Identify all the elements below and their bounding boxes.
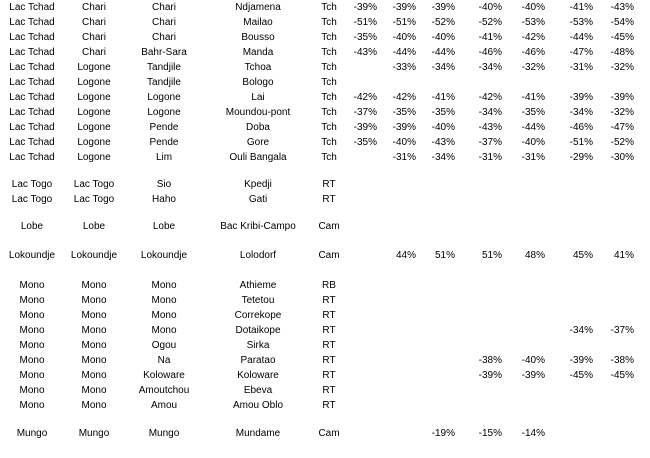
value-cell: -46% [478, 47, 502, 58]
basin-cell: Mono [19, 370, 45, 381]
basin-cell: Lac Tchad [9, 137, 55, 148]
country-cell: Tch [321, 77, 337, 88]
subbasin-cell: Mono [151, 280, 177, 291]
river-cell: Logone [77, 152, 111, 163]
country-cell: RT [322, 385, 336, 396]
station-cell: Moundou-pont [225, 107, 291, 118]
country-cell: Tch [321, 122, 337, 133]
subbasin-cell: Amou [150, 400, 178, 411]
country-cell: Cam [318, 221, 340, 232]
value-cell: -34% [478, 107, 502, 118]
table-row [0, 90, 650, 105]
value-cell: 45% [572, 250, 593, 261]
station-cell: Ebeva [243, 385, 273, 396]
subbasin-cell: Mono [151, 325, 177, 336]
station-cell: Tetetou [241, 295, 275, 306]
value-cell: -35% [353, 32, 377, 43]
value-cell: -19% [431, 428, 455, 439]
station-cell: Doba [246, 122, 270, 133]
station-cell: Mailao [243, 17, 273, 28]
river-cell: Logone [77, 107, 111, 118]
table-row [0, 426, 650, 441]
value-cell: -51% [392, 17, 416, 28]
subbasin-cell: Ogou [151, 340, 177, 351]
value-cell: -31% [478, 152, 502, 163]
value-cell: -44% [521, 122, 545, 133]
river-cell: Chari [82, 17, 106, 28]
table-row [0, 177, 650, 192]
table-row [0, 120, 650, 135]
value-cell: 44% [395, 250, 416, 261]
country-cell: RT [322, 179, 336, 190]
table-row [0, 15, 650, 30]
value-cell: -42% [392, 92, 416, 103]
station-cell: Ndjamena [235, 2, 281, 13]
table-row [0, 0, 650, 15]
value-cell: -31% [521, 152, 545, 163]
table-row [0, 368, 650, 383]
river-cell: Logone [77, 137, 111, 148]
value-cell: -43% [610, 2, 634, 13]
value-cell: -39% [353, 122, 377, 133]
subbasin-cell: Logone [147, 107, 181, 118]
value-cell: -37% [478, 137, 502, 148]
value-cell: -47% [569, 47, 593, 58]
river-cell: Chari [82, 2, 106, 13]
river-cell: Chari [82, 47, 106, 58]
value-cell: -34% [431, 152, 455, 163]
subbasin-cell: Amoutchou [138, 385, 190, 396]
station-cell: Bousso [241, 32, 275, 43]
value-cell: -40% [392, 137, 416, 148]
value-cell: -35% [521, 107, 545, 118]
country-cell: RT [322, 310, 336, 321]
value-cell: -41% [569, 2, 593, 13]
value-cell: -39% [569, 92, 593, 103]
station-cell: Manda [242, 47, 274, 58]
river-cell: Logone [77, 92, 111, 103]
subbasin-cell: Pende [149, 137, 179, 148]
value-cell: -38% [478, 355, 502, 366]
value-cell: -40% [521, 137, 545, 148]
value-cell: -37% [610, 325, 634, 336]
subbasin-cell: Na [157, 355, 171, 366]
table-row [0, 353, 650, 368]
value-cell: -39% [521, 370, 545, 381]
value-cell: -44% [569, 32, 593, 43]
value-cell: -40% [521, 2, 545, 13]
river-cell: Mono [81, 340, 107, 351]
country-cell: RT [322, 340, 336, 351]
basin-cell: Mono [19, 280, 45, 291]
value-cell: -39% [478, 370, 502, 381]
value-cell: -42% [521, 32, 545, 43]
river-cell: Lokoundje [70, 250, 118, 261]
country-cell: Tch [321, 47, 337, 58]
basin-cell: Lac Tchad [9, 62, 55, 73]
value-cell: -41% [431, 92, 455, 103]
subbasin-cell: Koloware [143, 370, 185, 381]
river-cell: Logone [77, 62, 111, 73]
country-cell: Tch [321, 32, 337, 43]
subbasin-cell: Sio [156, 179, 172, 190]
table-row [0, 30, 650, 45]
station-cell: Mundame [235, 428, 281, 439]
value-cell: -39% [569, 355, 593, 366]
subbasin-cell: Mono [151, 310, 177, 321]
country-cell: Tch [321, 152, 337, 163]
country-cell: RB [322, 280, 336, 291]
station-cell: Lai [251, 92, 265, 103]
basin-cell: Mono [19, 295, 45, 306]
station-cell: Bac Kribi-Campo [220, 221, 296, 232]
basin-cell: Lac Togo [11, 179, 53, 190]
basin-cell: Lokoundje [8, 250, 56, 261]
value-cell: -53% [521, 17, 545, 28]
basin-cell: Mono [19, 310, 45, 321]
station-cell: Dotaikope [235, 325, 281, 336]
basin-cell: Lac Tchad [9, 92, 55, 103]
value-cell: -45% [569, 370, 593, 381]
value-cell: -43% [353, 47, 377, 58]
value-cell: 51% [481, 250, 502, 261]
station-cell: Amou Oblo [232, 400, 284, 411]
basin-cell: Lac Tchad [9, 47, 55, 58]
river-cell: Lac Togo [73, 179, 115, 190]
station-cell: Correkope [234, 310, 282, 321]
value-cell: -45% [610, 32, 634, 43]
table-row [0, 308, 650, 323]
value-cell: -31% [569, 62, 593, 73]
value-cell: -52% [431, 17, 455, 28]
river-cell: Mono [81, 385, 107, 396]
basin-cell: Mono [19, 385, 45, 396]
table-row [0, 398, 650, 413]
value-cell: -34% [431, 62, 455, 73]
value-cell: -40% [392, 32, 416, 43]
value-cell: -34% [569, 107, 593, 118]
subbasin-cell: Lobe [152, 221, 176, 232]
value-cell: 51% [434, 250, 455, 261]
river-cell: Mono [81, 370, 107, 381]
value-cell: -37% [353, 107, 377, 118]
subbasin-cell: Lokoundje [140, 250, 188, 261]
table-row [0, 45, 650, 60]
basin-cell: Lac Togo [11, 194, 53, 205]
table-row [0, 219, 650, 234]
river-cell: Mono [81, 325, 107, 336]
station-cell: Kpedji [244, 179, 272, 190]
value-cell: -45% [610, 370, 634, 381]
country-cell: Cam [318, 428, 340, 439]
value-cell: -42% [478, 92, 502, 103]
basin-cell: Lobe [20, 221, 44, 232]
value-cell: -39% [353, 2, 377, 13]
country-cell: Tch [321, 2, 337, 13]
value-cell: -52% [610, 137, 634, 148]
value-cell: -46% [521, 47, 545, 58]
value-cell: -51% [353, 17, 377, 28]
table-row [0, 278, 650, 293]
subbasin-cell: Logone [147, 92, 181, 103]
value-cell: -32% [610, 62, 634, 73]
station-cell: Ouli Bangala [229, 152, 287, 163]
basin-cell: Lac Tchad [9, 152, 55, 163]
value-cell: -54% [610, 17, 634, 28]
country-cell: Tch [321, 92, 337, 103]
value-cell: -31% [392, 152, 416, 163]
basin-cell: Lac Tchad [9, 32, 55, 43]
value-cell: -32% [521, 62, 545, 73]
value-cell: -30% [610, 152, 634, 163]
value-cell: -15% [478, 428, 502, 439]
river-cell: Mono [81, 280, 107, 291]
table-row [0, 105, 650, 120]
river-cell: Lac Togo [73, 194, 115, 205]
country-cell: RT [322, 325, 336, 336]
value-cell: -46% [569, 122, 593, 133]
subbasin-cell: Chari [152, 2, 176, 13]
table-row [0, 383, 650, 398]
river-cell: Chari [82, 32, 106, 43]
station-cell: Athieme [239, 280, 277, 291]
station-cell: Lolodorf [239, 250, 277, 261]
value-cell: -40% [521, 355, 545, 366]
basin-cell: Mungo [16, 428, 48, 439]
table-row [0, 60, 650, 75]
basin-cell: Lac Tchad [9, 17, 55, 28]
value-cell: -40% [431, 122, 455, 133]
value-cell: -40% [478, 2, 502, 13]
value-cell: -43% [478, 122, 502, 133]
value-cell: -29% [569, 152, 593, 163]
value-cell: -35% [392, 107, 416, 118]
country-cell: RT [322, 194, 336, 205]
value-cell: -41% [521, 92, 545, 103]
basin-cell: Mono [19, 400, 45, 411]
value-cell: -39% [431, 2, 455, 13]
table-row [0, 75, 650, 90]
station-cell: Gore [246, 137, 270, 148]
value-cell: -48% [610, 47, 634, 58]
country-cell: Tch [321, 137, 337, 148]
table-row [0, 248, 650, 263]
river-cell: Mono [81, 295, 107, 306]
basin-cell: Mono [19, 325, 45, 336]
value-cell: -44% [392, 47, 416, 58]
value-cell: -14% [521, 428, 545, 439]
station-cell: Bologo [242, 77, 274, 88]
table-row [0, 192, 650, 207]
value-cell: -35% [431, 107, 455, 118]
river-cell: Logone [77, 122, 111, 133]
table-row [0, 150, 650, 165]
value-cell: -53% [569, 17, 593, 28]
value-cell: -38% [610, 355, 634, 366]
value-cell: -39% [392, 122, 416, 133]
value-cell: -35% [353, 137, 377, 148]
river-cell: Lobe [82, 221, 106, 232]
river-cell: Mono [81, 400, 107, 411]
value-cell: -51% [569, 137, 593, 148]
station-cell: Gati [248, 194, 268, 205]
table-row [0, 135, 650, 150]
value-cell: 48% [524, 250, 545, 261]
subbasin-cell: Bahr-Sara [141, 47, 187, 58]
basin-cell: Lac Tchad [9, 122, 55, 133]
station-cell: Tchoa [244, 62, 272, 73]
country-cell: Tch [321, 17, 337, 28]
value-cell: -43% [431, 137, 455, 148]
value-cell: -42% [353, 92, 377, 103]
value-cell: -44% [431, 47, 455, 58]
river-cell: Mono [81, 310, 107, 321]
country-cell: RT [322, 400, 336, 411]
subbasin-cell: Lim [155, 152, 173, 163]
subbasin-cell: Chari [152, 17, 176, 28]
value-cell: -32% [610, 107, 634, 118]
subbasin-cell: Pende [149, 122, 179, 133]
country-cell: RT [322, 355, 336, 366]
country-cell: Tch [321, 62, 337, 73]
table-row [0, 338, 650, 353]
table-row [0, 323, 650, 338]
subbasin-cell: Tandjile [147, 77, 181, 88]
country-cell: Cam [318, 250, 340, 261]
basin-cell: Lac Tchad [9, 107, 55, 118]
country-cell: RT [322, 295, 336, 306]
subbasin-cell: Haho [152, 194, 176, 205]
value-cell: -39% [392, 2, 416, 13]
value-cell: -40% [431, 32, 455, 43]
river-cell: Logone [77, 77, 111, 88]
value-cell: 41% [613, 250, 634, 261]
subbasin-cell: Tandjile [147, 62, 181, 73]
country-cell: RT [322, 370, 336, 381]
value-cell: -33% [392, 62, 416, 73]
station-cell: Sirka [246, 340, 270, 351]
basin-cell: Mono [19, 340, 45, 351]
station-cell: Koloware [237, 370, 279, 381]
table-row [0, 293, 650, 308]
subbasin-cell: Mungo [148, 428, 180, 439]
station-cell: Paratao [240, 355, 276, 366]
river-cell: Mungo [78, 428, 110, 439]
subbasin-cell: Chari [152, 32, 176, 43]
river-cell: Mono [81, 355, 107, 366]
subbasin-cell: Mono [151, 295, 177, 306]
value-cell: -52% [478, 17, 502, 28]
basin-cell: Lac Tchad [9, 77, 55, 88]
country-cell: Tch [321, 107, 337, 118]
basin-cell: Lac Tchad [9, 2, 55, 13]
value-cell: -41% [478, 32, 502, 43]
value-cell: -34% [478, 62, 502, 73]
value-cell: -39% [610, 92, 634, 103]
value-cell: -34% [569, 325, 593, 336]
value-cell: -47% [610, 122, 634, 133]
basin-cell: Mono [19, 355, 45, 366]
